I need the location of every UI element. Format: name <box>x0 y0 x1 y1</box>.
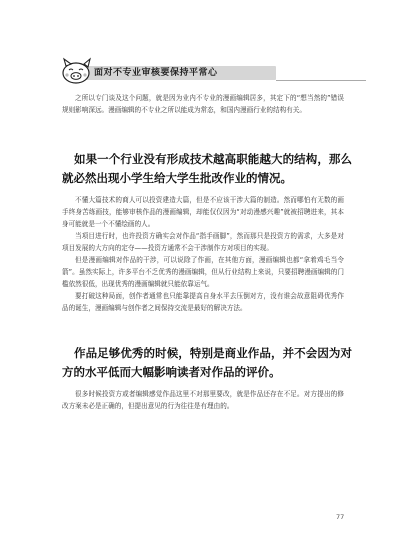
paragraph: 很多时候投资方或者编辑感觉作品这里不对那里要改，就是作品还存在不足。对方提出的修改方案未必是正确的，但提出意见的行为往往是有理由的。 <box>62 390 344 410</box>
paragraph: 当项目进行时，也许投资方确实会对作品“指手画脚”，然而那只是投资方的需求，大多是对项目发展的大方向的定夺——投资方通常不会干涉制作方对项目的实现。 <box>62 232 344 252</box>
pig-icon <box>60 56 94 86</box>
intro-text <box>62 92 344 116</box>
pull-quote-text: 作品足够优秀的时候，特别是商业作品，并不会因为对方的水平低而大幅影响读者对作品的评价。 <box>62 346 352 379</box>
section-header <box>60 56 360 86</box>
paragraph: 但是漫画编辑对作品的干涉，可以说除了作画，在其他方面，漫画编辑也都“拿着鸡毛当令箭”。虽然实际上，许多平台不乏优秀的漫画编辑，但从行业结构上来说，只要招聘漫画编辑的门槛依然很低，出现优秀的漫画编辑就只能依靠运气。 <box>62 256 344 288</box>
paragraph: 之所以专门谈及这个问题，就是因为业内不专业的漫画编辑居多，其定下的“想当然的”错误规则影响深远。漫画编辑的不专业之所以能成为常态，和国内漫画行业的结构有关。 <box>62 94 344 114</box>
closing-text <box>62 388 344 412</box>
section-title: 面对不专业审核要保持平常心 <box>94 68 218 78</box>
page-number: 77 <box>336 513 345 521</box>
pull-quote <box>62 150 352 188</box>
paragraph: 要打破这种局面，创作者通常也只能靠提高自身水平去压倒对方，没有谁会故意阻碍优秀作品的诞生，漫画编辑与创作者之间保持交流是最好的解决方法。 <box>62 292 344 312</box>
body-text-main <box>62 194 344 314</box>
header-divider <box>276 80 366 81</box>
paragraph: 不懂大篇技术的商人可以投资建造大篇，但是不应该干涉大篇的制造。然而哪怕有无数的画手终身苦练画技，能够审核作品的漫画编辑，却能仅仅因为“对动漫感兴趣”就被招聘进来，其本身可能就是一个不懂绘画的人。 <box>62 196 344 228</box>
pull-quote <box>62 344 352 382</box>
pull-quote-text: 如果一个行业没有形成技术越高职能越大的结构，那么就必然出现小学生给大学生批改作业的情况。 <box>62 152 352 185</box>
